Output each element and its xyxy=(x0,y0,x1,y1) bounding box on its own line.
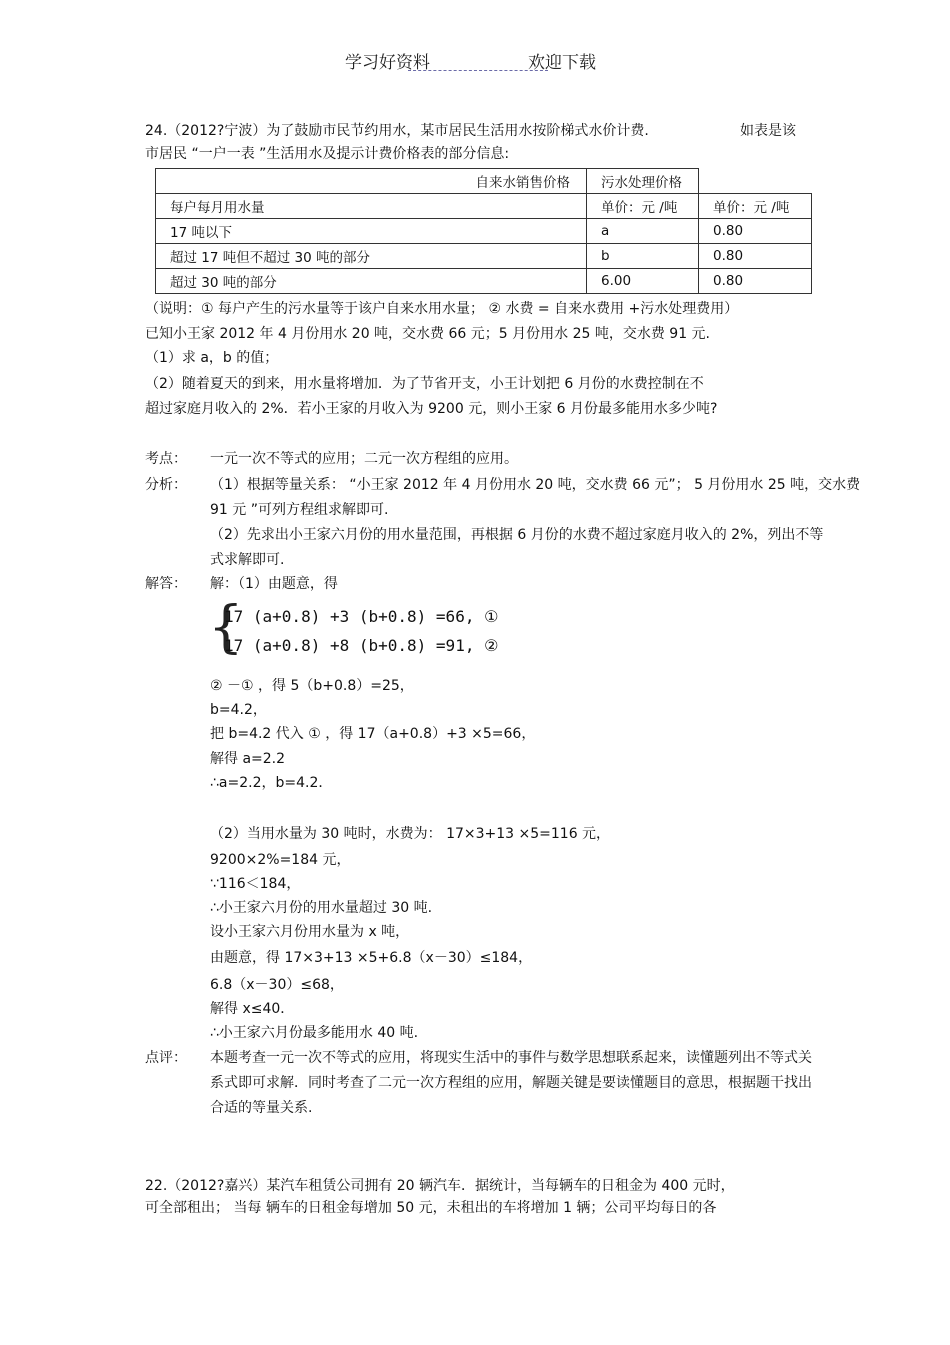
table-cell: 6.00 xyxy=(587,269,699,294)
table-cell: 0.80 xyxy=(699,244,812,269)
tap-water-price-header: 自来水销售价格 xyxy=(156,169,587,194)
problem24-line2: 市居民 “一户一表 ”生活用水及提示计费价格表的部分信息: xyxy=(145,146,510,162)
solution-step: 由题意，得 17×3+13 ×5+6.8（x－30）≤184， xyxy=(210,950,533,966)
problem24-line1b: 如表是该 xyxy=(740,123,796,139)
system-brace: { xyxy=(208,595,244,660)
solution-step: ∴小王家六月份的用水量超过 30 吨. xyxy=(210,900,433,916)
solution-step: 把 b=4.2 代入 ① ，得 17（a+0.8）+3 ×5=66， xyxy=(210,726,536,742)
sewage-price-header: 污水处理价格 xyxy=(587,169,699,194)
kaodian-label: 考点： xyxy=(145,451,187,467)
problem22-line1: 22.（2012?嘉兴）某汽车租赁公司拥有 20 辆汽车．据统计，当每辆车的日租金为 400 元时， xyxy=(145,1178,735,1194)
table-header-row xyxy=(156,169,812,194)
solution-step: 解得 a=2.2 xyxy=(210,751,286,767)
table-row xyxy=(156,244,812,269)
solution-step: ∴a=2.2，b=4.2． xyxy=(210,775,333,791)
table-cell: 0.80 xyxy=(699,269,812,294)
equation-1: 17 (a+0.8) +3 (b+0.8) =66, ① xyxy=(224,607,499,626)
table-row xyxy=(156,219,812,244)
jieda-label: 解答： xyxy=(145,576,187,592)
solution-step: （2）当用水量为 30 吨时，水费为： 17×3+13 ×5=116 元， xyxy=(210,826,611,842)
solution-step: 设小王家六月份用水量为 x 吨， xyxy=(210,924,410,940)
header-left: 学习好资料 xyxy=(345,53,430,73)
table-cell: 0.80 xyxy=(699,219,812,244)
price-table xyxy=(155,168,812,294)
solution-step: ∴小王家六月份最多能用水 40 吨. xyxy=(210,1025,419,1041)
fenxi-line3: （2）先求出小王家六月份的用水量范围，再根据 6 月份的水费不超过家庭月收入的 2%，列出不等 xyxy=(210,527,824,543)
table-row xyxy=(156,269,812,294)
solution-step: 9200×2%=184 元， xyxy=(210,852,351,868)
equation-2: 17 (a+0.8) +8 (b+0.8) =91, ② xyxy=(224,636,499,655)
problem22-line2: 可全部租出； 当每 辆车的日租金每增加 50 元，未租出的车将增加 1 辆；公司平均每日的各 xyxy=(145,1200,717,1216)
solution-step: 解得 x≤40． xyxy=(210,1001,295,1017)
table-cell: 每户每月用水量 xyxy=(156,194,587,219)
table-cell: 单价：元 /吨 xyxy=(587,194,699,219)
fenxi-line2: 91 元 ”可列方程组求解即可. xyxy=(210,502,389,518)
table-cell: a xyxy=(587,219,699,244)
table-cell: 超过 30 吨的部分 xyxy=(156,269,587,294)
dianping-line2: 系式即可求解．同时考查了二元一次方程组的应用，解题关键是要读懂题目的意思，根据题干找出 xyxy=(210,1075,812,1091)
problem24-q1: （1）求 a，b 的值； xyxy=(145,350,279,366)
kaodian-text: 一元一次不等式的应用；二元一次方程组的应用。 xyxy=(210,451,518,467)
table-row xyxy=(156,194,812,219)
header-divider xyxy=(408,70,548,71)
table-cell: b xyxy=(587,244,699,269)
problem24-q2b: 超过家庭月收入的 2%．若小王家的月收入为 9200 元，则小王家 6 月份最多能用水多少吨? xyxy=(145,401,718,417)
solution-step: b=4.2， xyxy=(210,702,267,718)
table-cell: 超过 17 吨但不超过 30 吨的部分 xyxy=(156,244,587,269)
problem24-line1: 24.（2012?宁波）为了鼓励市民节约用水，某市居民生活用水按阶梯式水价计费. xyxy=(145,123,649,139)
solution-step: ∵116＜184， xyxy=(210,876,301,892)
fenxi-line1: （1）根据等量关系： “小王家 2012 年 4 月份用水 20 吨，交水费 66 元”； 5 月份用水 25 吨，交水费 xyxy=(210,477,861,493)
problem24-known: 已知小王家 2012 年 4 月份用水 20 吨，交水费 66 元；5 月份用水 25 吨，交水费 91 元. xyxy=(145,326,711,342)
header-right: 欢迎下载 xyxy=(528,53,596,73)
problem24-note: （说明：① 每户产生的污水量等于该户自来水用水量； ② 水费 = 自来水费用 +污水处理费用） xyxy=(145,301,739,317)
fenxi-line4: 式求解即可. xyxy=(210,552,285,568)
table-cell: 17 吨以下 xyxy=(156,219,587,244)
jieda-line1: 解：（1）由题意，得 xyxy=(210,576,338,592)
problem24-q2a: （2）随着夏天的到来，用水量将增加．为了节省开支，小王计划把 6 月份的水费控制在不 xyxy=(145,376,704,392)
dianping-label: 点评： xyxy=(145,1050,187,1066)
fenxi-label: 分析： xyxy=(145,477,187,493)
dianping-line3: 合适的等量关系. xyxy=(210,1100,313,1116)
solution-step: 6.8（x－30）≤68， xyxy=(210,977,344,993)
dianping-line1: 本题考查一元一次不等式的应用，将现实生活中的事件与数学思想联系起来，读懂题列出不等式关 xyxy=(210,1050,812,1066)
table-cell: 单价：元 /吨 xyxy=(699,194,812,219)
solution-step: ② －① ，得 5（b+0.8）=25， xyxy=(210,678,414,694)
